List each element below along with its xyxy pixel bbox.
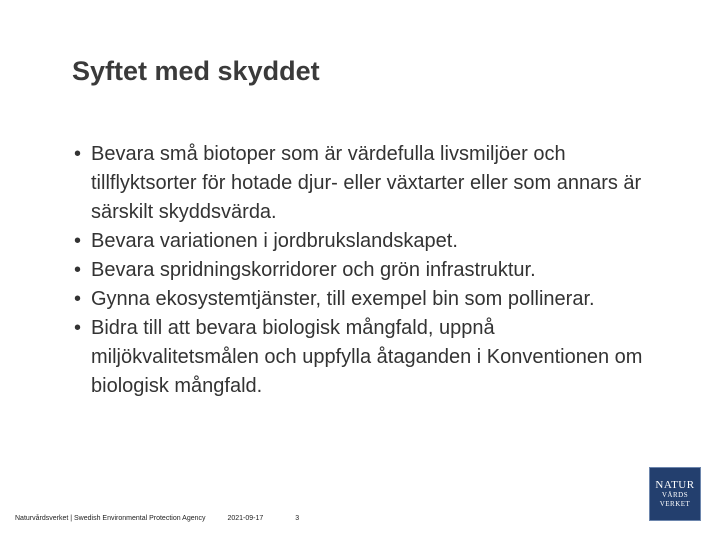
bullet-text: Bevara spridningskorridorer och grön infrastruktur. bbox=[91, 259, 536, 281]
footer-page-number: 3 bbox=[295, 515, 300, 522]
slide-footer bbox=[15, 515, 299, 522]
bullet-icon: • bbox=[74, 288, 82, 310]
footer-organization: Naturvårdsverket | Swedish Environmental Protection Agency bbox=[15, 515, 206, 522]
bullet-icon: • bbox=[74, 230, 82, 252]
bullet-text: Bidra till att bevara biologisk mångfald, uppnå miljökvalitetsmålen och uppfylla åtaganden i Konventionen om biologisk mångfald. bbox=[91, 317, 643, 397]
bullet-text: Bevara variationen i jordbrukslandskapet. bbox=[91, 230, 458, 252]
bullet-item bbox=[74, 314, 654, 401]
logo-text-line: VERKET bbox=[659, 500, 691, 508]
bullet-item bbox=[74, 140, 654, 227]
naturvardsverket-logo bbox=[649, 467, 701, 521]
slide-title: Syftet med skyddet bbox=[72, 56, 320, 86]
bullet-icon: • bbox=[74, 143, 82, 165]
bullet-icon: • bbox=[74, 259, 82, 281]
logo-text-line: NATUR bbox=[655, 479, 695, 491]
logo-text-line: VÅRDS bbox=[661, 491, 689, 499]
bullet-item bbox=[74, 227, 654, 256]
bullet-icon: • bbox=[74, 317, 82, 339]
bullet-text: Bevara små biotoper som är värdefulla livsmiljöer och tillflyktsorter för hotade djur- eller växtarter eller som annars är särskilt skyddsvärda. bbox=[91, 143, 642, 223]
bullet-item bbox=[74, 285, 654, 314]
bullet-list bbox=[74, 140, 654, 401]
bullet-text: Gynna ekosystemtjänster, till exempel bin som pollinerar. bbox=[91, 288, 595, 310]
footer-date: 2021-09-17 bbox=[227, 515, 264, 522]
bullet-item bbox=[74, 256, 654, 285]
